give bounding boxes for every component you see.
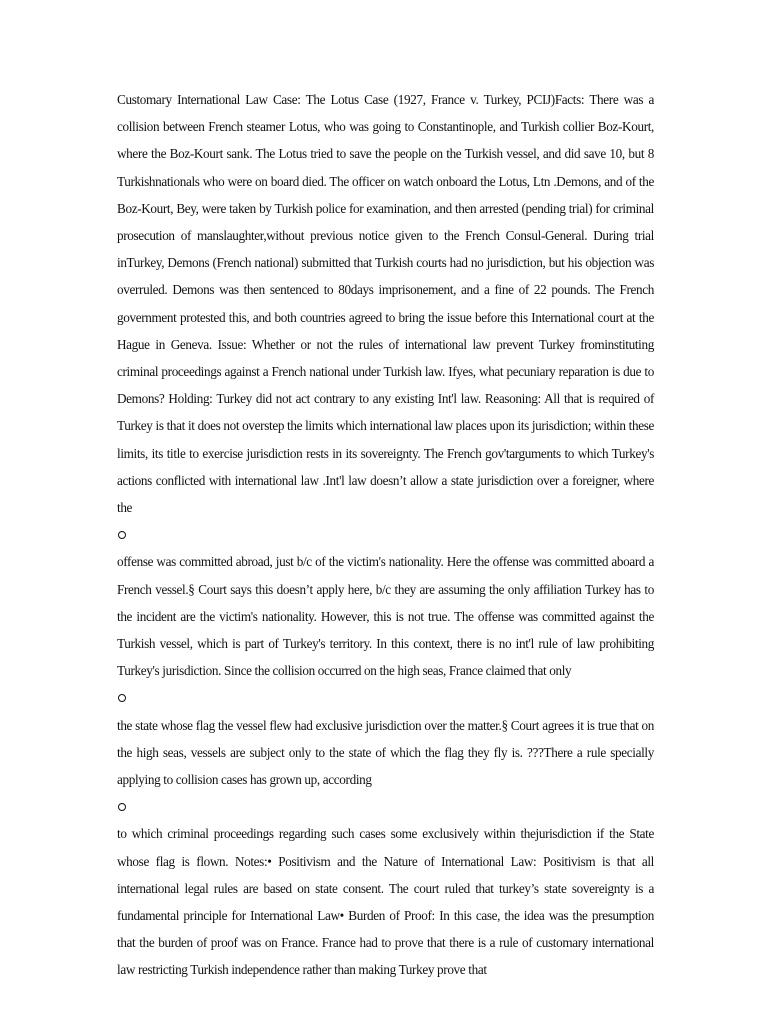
bullet-marker: [117, 684, 654, 711]
circle-bullet-icon: [118, 694, 126, 702]
paragraph-offense: offense was committed abroad, just b/c of the victim's nationality. Here the offense was committed aboard a French vessel.§ Court says this doesn’t apply here, b/c they are assuming the only affiliation Turkey has to the incident are the victim's nationality. However, this is not true. The offense was committed against the Turkish vessel, which is part of Turkey's territory. In this context, there is no int'l rule of law prohibiting Turkey's jurisdiction. Since the collision occurred on the high seas, France claimed that only: [117, 554, 654, 679]
document-page: [117, 86, 654, 984]
paragraph-facts: Customary International Law Case: The Lotus Case (1927, France v. Turkey, PCIJ)Facts: There was a collision between French steamer Lotus, who was going to Constantinople, and Turkish collier Boz-Kourt, where the Boz-Kourt sank. The Lotus tried to save the people on the Turkish vessel, and did save 10, but 8 Turkishnationals who were on board died. The officer on watch onboard the Lotus, Ltn .Demons, and of the Boz-Kourt, Bey, were taken by Turkish police for examination, and then arrested (pending trial) for criminal prosecution of manslaughter,without previous notice given to the French Consul-General. During trial inTurkey, Demons (French national) submitted that Turkish courts had no jurisdiction, but his objection was overruled. Demons was then sentenced to 80days imprisonement, and a fine of 22 pounds. The French government protested this, and both countries agreed to bring the issue before this International court at the Hague in Geneva. Issue: Whether or not the rules of international law prevent Turkey frominstituting criminal proceedings against a French national under Turkish law. Ifyes, what pecuniary reparation is due to Demons? Holding: Turkey did not act contrary to any existing Int'l law. Reasoning: All that is required of Turkey is that it does not overstep the limits which international law places upon its jurisdiction; within these limits, its title to exercise jurisdiction rests in its sovereignty. The French gov'targuments to which Turkey's actions conflicted with international law .Int'l law doesn’t allow a state jurisdiction over a foreigner, where the: [117, 92, 654, 516]
circle-bullet-icon: [118, 803, 126, 811]
bullet-marker: [117, 521, 654, 548]
paragraph-flag-state: the state whose flag the vessel flew had exclusive jurisdiction over the matter.§ Court agrees it is true that on the high seas, vessels are subject only to the state of which the flag they fly is. ???There a rule specially applying to collision cases has grown up, according: [117, 717, 654, 788]
paragraph-notes: to which criminal proceedings regarding such cases some exclusively within thejurisdiction if the State whose flag is flown. Notes:• Positivism and the Nature of International Law: Positivism is that all international legal rules are based on state consent. The court ruled that turkey’s state sovereignty is a fundamental principle for International Law• Burden of Proof: In this case, the idea was the presumption that the burden of proof was on France. France had to prove that there is a rule of customary international law restricting Turkish independence rather than making Turkey prove that: [117, 826, 654, 978]
bullet-marker: [117, 793, 654, 820]
circle-bullet-icon: [118, 531, 126, 539]
